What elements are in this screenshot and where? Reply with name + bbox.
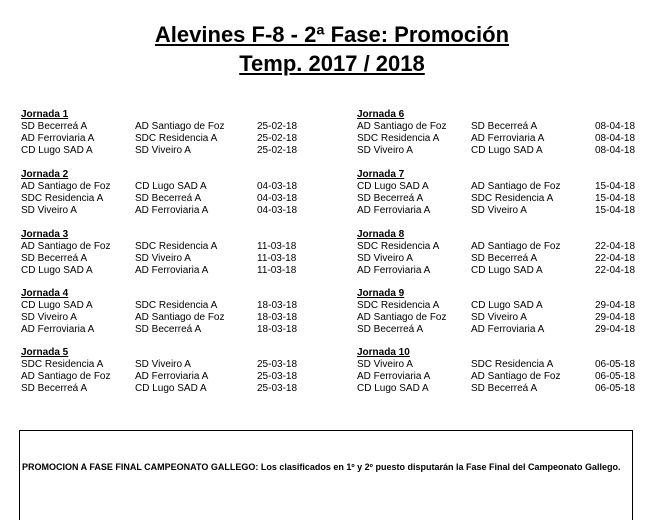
match-date: 18-03-18 xyxy=(257,312,298,323)
match-row xyxy=(21,383,351,395)
away-team: SD Viveiro A xyxy=(471,312,527,323)
match-date: 04-03-18 xyxy=(257,205,298,216)
jornada-label: Jornada 1 xyxy=(21,109,69,120)
away-team: AD Ferroviaria A xyxy=(471,324,545,335)
match-row xyxy=(357,312,664,324)
away-team: CD Lugo SAD A xyxy=(471,300,543,311)
jornada-label: Jornada 10 xyxy=(357,347,410,358)
away-team: AD Santiago de Foz xyxy=(135,121,225,132)
match-date: 04-03-18 xyxy=(257,181,298,192)
home-team: SD Viveiro A xyxy=(21,205,77,216)
jornada-label: Jornada 3 xyxy=(21,229,69,240)
match-row xyxy=(21,359,351,371)
jornada-label: Jornada 6 xyxy=(357,109,405,120)
home-team: SD Viveiro A xyxy=(357,253,413,264)
match-date: 08-04-18 xyxy=(595,145,636,156)
match-date: 22-04-18 xyxy=(595,253,636,264)
match-date: 29-04-18 xyxy=(595,312,636,323)
away-team: SD Viveiro A xyxy=(471,205,527,216)
jornada-label: Jornada 8 xyxy=(357,229,405,240)
away-team: SDC Residencia A xyxy=(135,300,218,311)
match-row xyxy=(21,193,351,205)
match-date: 22-04-18 xyxy=(595,241,636,252)
match-row xyxy=(21,133,351,145)
match-row xyxy=(357,205,664,217)
away-team: SD Becerreá A xyxy=(135,324,202,335)
match-row xyxy=(357,121,664,133)
home-team: SD Viveiro A xyxy=(21,312,77,323)
home-team: AD Santiago de Foz xyxy=(21,181,111,192)
match-date: 22-04-18 xyxy=(595,265,636,276)
home-team: AD Ferroviaria A xyxy=(357,265,431,276)
away-team: SDC Residencia A xyxy=(471,193,554,204)
jornada-10 xyxy=(357,347,664,395)
match-date: 06-05-18 xyxy=(595,371,636,382)
home-team: SDC Residencia A xyxy=(21,193,104,204)
home-team: SD Becerreá A xyxy=(21,383,88,394)
home-team: SDC Residencia A xyxy=(357,133,440,144)
home-team: SDC Residencia A xyxy=(357,300,440,311)
home-team: SD Becerreá A xyxy=(21,253,88,264)
away-team: SDC Residencia A xyxy=(471,359,554,370)
match-row xyxy=(357,371,664,383)
jornada-label: Jornada 7 xyxy=(357,169,405,180)
away-team: SD Becerreá A xyxy=(471,253,538,264)
home-team: CD Lugo SAD A xyxy=(21,300,93,311)
match-row xyxy=(21,371,351,383)
match-row xyxy=(21,205,351,217)
home-team: SD Becerreá A xyxy=(357,324,424,335)
jornada-2 xyxy=(21,169,351,217)
match-date: 11-03-18 xyxy=(257,265,297,276)
promotion-notice-box xyxy=(19,430,633,520)
away-team: AD Santiago de Foz xyxy=(471,241,561,252)
match-row xyxy=(357,181,664,193)
home-team: AD Ferroviaria A xyxy=(357,371,431,382)
match-row xyxy=(21,181,351,193)
match-date: 25-02-18 xyxy=(257,145,298,156)
match-date: 18-03-18 xyxy=(257,324,298,335)
match-row xyxy=(21,241,351,253)
home-team: SD Viveiro A xyxy=(357,145,413,156)
home-team: CD Lugo SAD A xyxy=(21,265,93,276)
match-row xyxy=(21,145,351,157)
away-team: AD Ferroviaria A xyxy=(471,133,545,144)
home-team: AD Ferroviaria A xyxy=(21,133,95,144)
jornada-label: Jornada 2 xyxy=(21,169,69,180)
match-date: 25-03-18 xyxy=(257,371,298,382)
away-team: CD Lugo SAD A xyxy=(471,265,543,276)
jornada-4 xyxy=(21,288,351,336)
match-row xyxy=(357,324,664,336)
away-team: AD Ferroviaria A xyxy=(135,371,209,382)
home-team: AD Santiago de Foz xyxy=(357,121,447,132)
home-team: CD Lugo SAD A xyxy=(357,383,429,394)
match-row xyxy=(21,300,351,312)
away-team: SD Viveiro A xyxy=(135,145,191,156)
home-team: SD Becerreá A xyxy=(21,121,88,132)
match-date: 11-03-18 xyxy=(257,253,297,264)
promotion-notice-text: PROMOCION A FASE FINAL CAMPEONATO GALLEGO: Los clasificados en 1º y 2º puesto disputarán la Fase Final del Campeonato Gallego. xyxy=(22,462,621,472)
home-team: AD Santiago de Foz xyxy=(357,312,447,323)
match-date: 15-04-18 xyxy=(595,193,636,204)
match-date: 08-04-18 xyxy=(595,133,636,144)
match-date: 15-04-18 xyxy=(595,205,636,216)
away-team: AD Santiago de Foz xyxy=(471,371,561,382)
away-team: CD Lugo SAD A xyxy=(135,383,207,394)
match-date: 11-03-18 xyxy=(257,241,297,252)
match-date: 04-03-18 xyxy=(257,193,298,204)
match-date: 25-02-18 xyxy=(257,133,298,144)
match-row xyxy=(357,359,664,371)
match-row xyxy=(21,324,351,336)
match-date: 06-05-18 xyxy=(595,383,636,394)
match-row xyxy=(357,241,664,253)
jornada-5 xyxy=(21,347,351,395)
away-team: AD Ferroviaria A xyxy=(135,205,209,216)
jornada-label: Jornada 4 xyxy=(21,288,69,299)
away-team: SD Becerreá A xyxy=(471,121,538,132)
match-date: 08-04-18 xyxy=(595,121,636,132)
match-row xyxy=(357,133,664,145)
jornada-label: Jornada 9 xyxy=(357,288,405,299)
home-team: SDC Residencia A xyxy=(21,359,104,370)
match-row xyxy=(357,265,664,277)
jornada-6 xyxy=(357,109,664,157)
away-team: SD Becerreá A xyxy=(471,383,538,394)
match-date: 06-05-18 xyxy=(595,359,636,370)
match-date: 18-03-18 xyxy=(257,300,298,311)
home-team: CD Lugo SAD A xyxy=(357,181,429,192)
jornada-1 xyxy=(21,109,351,157)
home-team: AD Ferroviaria A xyxy=(357,205,431,216)
jornada-8 xyxy=(357,229,664,277)
match-row xyxy=(357,253,664,265)
home-team: SD Viveiro A xyxy=(357,359,413,370)
away-team: SDC Residencia A xyxy=(135,241,218,252)
home-team: SD Becerreá A xyxy=(357,193,424,204)
home-team: AD Ferroviaria A xyxy=(21,324,95,335)
away-team: SD Viveiro A xyxy=(135,359,191,370)
match-row xyxy=(357,300,664,312)
away-team: AD Santiago de Foz xyxy=(471,181,561,192)
page-title: Alevines F-8 - 2ª Fase: Promoción xyxy=(154,22,510,47)
match-date: 29-04-18 xyxy=(595,300,636,311)
match-row xyxy=(357,145,664,157)
match-row xyxy=(21,121,351,133)
match-date: 25-02-18 xyxy=(257,121,298,132)
season-title: Temp. 2017 / 2018 xyxy=(239,51,425,76)
jornada-label: Jornada 5 xyxy=(21,347,69,358)
home-team: AD Santiago de Foz xyxy=(21,371,111,382)
jornada-3 xyxy=(21,229,351,277)
away-team: AD Santiago de Foz xyxy=(135,312,225,323)
away-team: SDC Residencia A xyxy=(135,133,218,144)
away-team: CD Lugo SAD A xyxy=(471,145,543,156)
away-team: AD Ferroviaria A xyxy=(135,265,209,276)
match-row xyxy=(21,312,351,324)
match-date: 25-03-18 xyxy=(257,359,298,370)
match-row xyxy=(21,265,351,277)
match-date: 25-03-18 xyxy=(257,383,298,394)
away-team: CD Lugo SAD A xyxy=(135,181,207,192)
match-date: 15-04-18 xyxy=(595,181,636,192)
away-team: SD Becerreá A xyxy=(135,193,202,204)
match-row xyxy=(357,193,664,205)
match-date: 29-04-18 xyxy=(595,324,636,335)
home-team: SDC Residencia A xyxy=(357,241,440,252)
home-team: AD Santiago de Foz xyxy=(21,241,111,252)
match-row xyxy=(357,383,664,395)
jornada-7 xyxy=(357,169,664,217)
jornada-9 xyxy=(357,288,664,336)
home-team: CD Lugo SAD A xyxy=(21,145,93,156)
away-team: SD Viveiro A xyxy=(135,253,191,264)
match-row xyxy=(21,253,351,265)
